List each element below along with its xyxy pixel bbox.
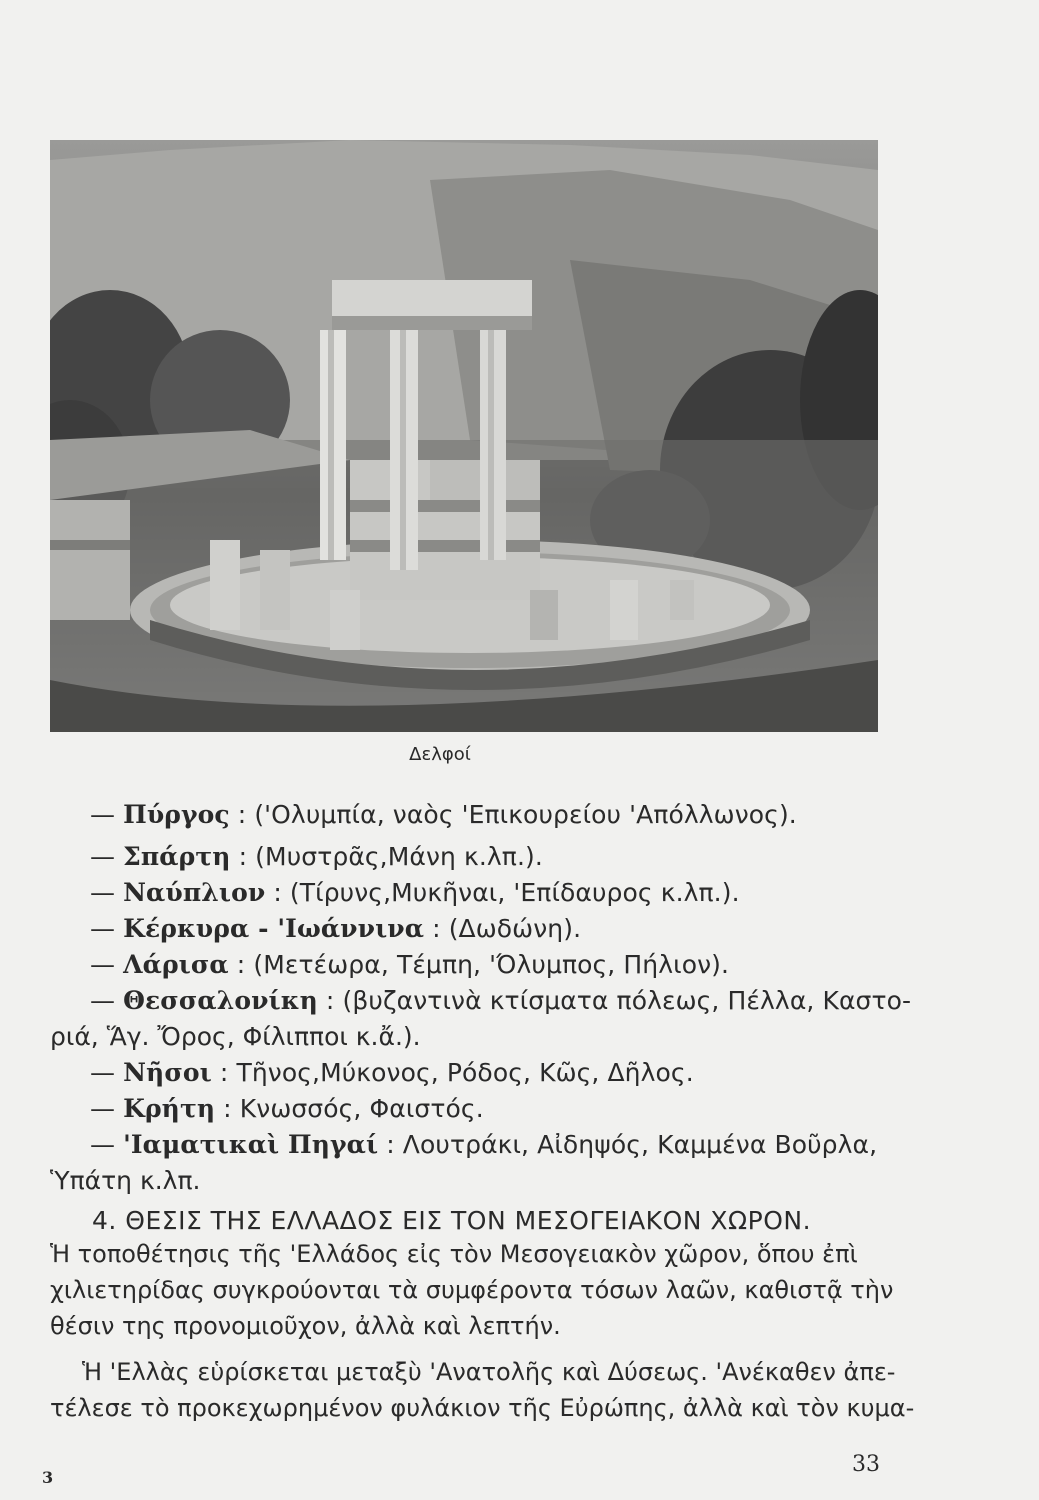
entry-name: Ναύπλιον [123, 878, 266, 907]
entry-details: Λουτράκι, Αἰδηψός, Καμμένα Βοῦρλα, [402, 1130, 878, 1159]
list-item: — Πύργος : ('Ολυμπία, ναὸς 'Επικουρείου 'Απόλλωνος). [90, 800, 797, 829]
entry-continuation: ριά, Ἅγ. Ὄρος, Φίλιπποι κ.ἄ.). [50, 1022, 421, 1051]
entry-details: Τῆνος,Μύκονος, Ρόδος, Κῶς, Δῆλος. [236, 1058, 694, 1087]
entry-name: Θεσσαλονίκη [123, 986, 318, 1015]
delphi-photo [50, 140, 878, 732]
paragraph-line: τέλεσε τὸ προκεχωρημένον φυλάκιον τῆς Εὐρώπης, ἀλλὰ καὶ τὸν κυμα- [50, 1394, 915, 1422]
entry-name: 'Ιαματικαὶ Πηγαί [123, 1130, 379, 1159]
entry-name: Λάρισα [123, 950, 229, 979]
section-heading: 4. ΘΕΣΙΣ ΤΗΣ ΕΛΛΑΔΟΣ ΕΙΣ ΤΟΝ ΜΕΣΟΓΕΙΑΚΟΝ ΧΩΡΟΝ. [92, 1206, 812, 1235]
entry-details: Κνωσσός, Φαιστός. [239, 1094, 484, 1123]
entry-details: (βυζαντινὰ κτίσματα πόλεως, Πέλλα, Καστο- [342, 986, 912, 1015]
entry-name: Κέρκυρα - 'Ιωάννινα [123, 914, 425, 943]
list-item: — Νῆσοι : Τῆνος,Μύκονος, Ρόδος, Κῶς, Δῆλος. [90, 1058, 694, 1087]
signature-mark: 3 [42, 1468, 54, 1487]
page-number: 33 [852, 1452, 880, 1477]
list-item: — Λάρισα : (Μετέωρα, Τέμπη, 'Όλυμπος, Πήλιον). [90, 950, 730, 979]
paragraph-line: Ἡ τοποθέτησις τῆς 'Ελλάδος εἰς τὸν Μεσογειακὸν χῶρον, ὅπου ἐπὶ [50, 1240, 858, 1268]
list-item: — Θεσσαλονίκη : (βυζαντινὰ κτίσματα πόλεως, Πέλλα, Καστο- [90, 986, 912, 1015]
entry-details: (Μετέωρα, Τέμπη, 'Όλυμπος, Πήλιον). [253, 950, 730, 979]
list-item: — Κρήτη : Κνωσσός, Φαιστός. [90, 1094, 484, 1123]
list-item: — 'Ιαματικαὶ Πηγαί : Λουτράκι, Αἰδηψός, Καμμένα Βοῦρλα, [90, 1130, 878, 1159]
list-item: — Ναύπλιον : (Τίρυνς,Μυκῆναι, 'Επίδαυρος κ.λπ.). [90, 878, 740, 907]
entry-name: Σπάρτη [123, 842, 231, 871]
entry-name: Νῆσοι [123, 1058, 212, 1087]
photo-caption: Δελφοί [409, 744, 471, 765]
entry-name: Πύργος [123, 800, 230, 829]
entry-continuation: Ὑπάτη κ.λπ. [50, 1166, 201, 1195]
paragraph-line: Ἡ 'Ελλὰς εὑρίσκεται μεταξὺ 'Ανατολῆς καὶ Δύσεως. 'Ανέκαθεν ἀπε- [82, 1358, 896, 1386]
entry-name: Κρήτη [123, 1094, 216, 1123]
entry-details: (Μυστρᾶς,Μάνη κ.λπ.). [255, 842, 543, 871]
paragraph-line: χιλιετηρίδας συγκρούονται τὰ συμφέροντα τόσων λαῶν, καθιστᾷ τὴν [50, 1276, 894, 1304]
entry-details: ('Ολυμπία, ναὸς 'Επικουρείου 'Απόλλωνος). [254, 800, 797, 829]
paragraph-line: θέσιν της προνομιοῦχον, ἀλλὰ καὶ λεπτήν. [50, 1312, 561, 1340]
list-item: — Σπάρτη : (Μυστρᾶς,Μάνη κ.λπ.). [90, 842, 543, 871]
entry-details: (Τίρυνς,Μυκῆναι, 'Επίδαυρος κ.λπ.). [289, 878, 740, 907]
list-item: — Κέρκυρα - 'Ιωάννινα : (Δωδώνη). [90, 914, 582, 943]
entry-details: (Δωδώνη). [448, 914, 582, 943]
